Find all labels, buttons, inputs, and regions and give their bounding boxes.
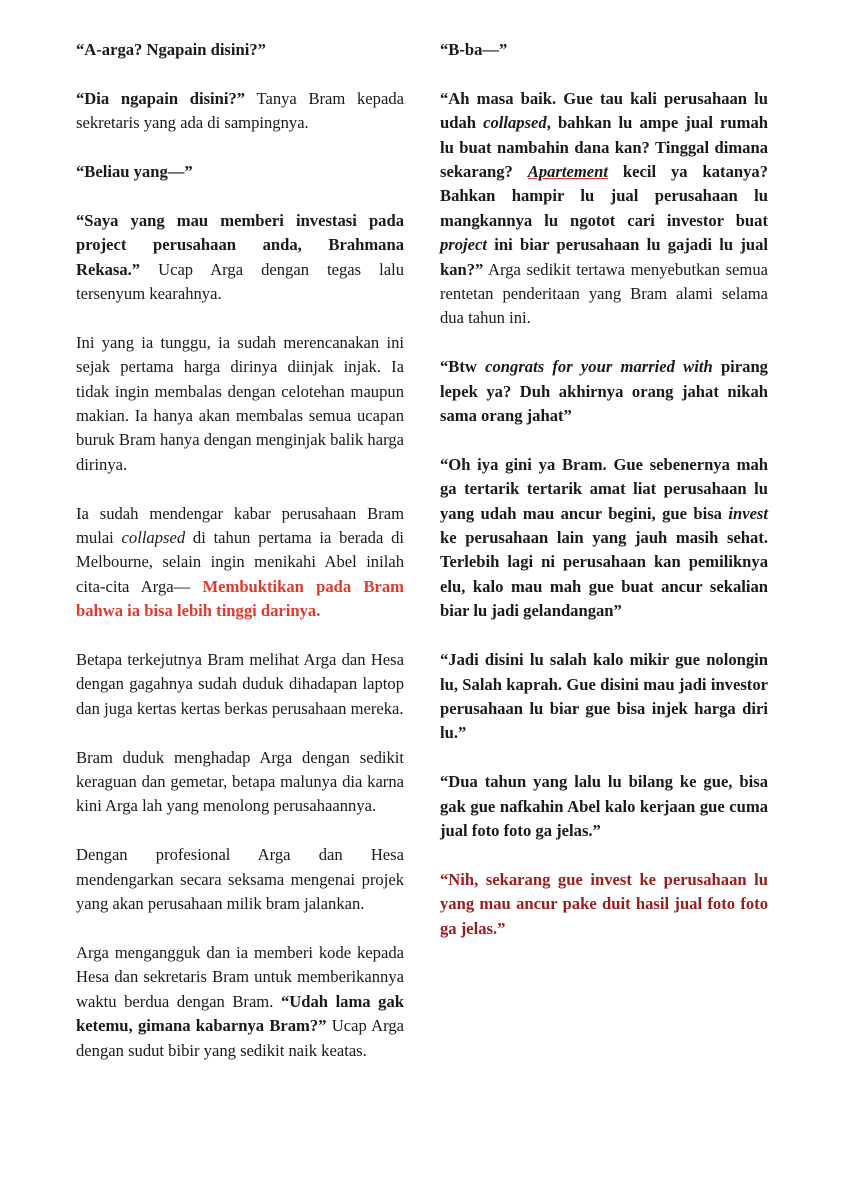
narration-text: Betapa terkejutnya Bram melihat Arga dan Hesa dengan gagahnya sudah duduk dihadapan laptop dan juga kertas kertas berkas perusahaan mereka. [76, 650, 404, 718]
paragraph-4 [76, 209, 404, 307]
narration-text: Ini yang ia tunggu, ia sudah merencanakan ini sejak pertama harga dirinya diinjak injak. Ia tidak ingin membalas dengan celotehan maupun makian. Ia hanya akan membalas semua ucapan buruk Bram hanya dengan menginjak balik harga dirinya. [76, 332, 404, 474]
dialog-text: “Dia ngapain disini?” [76, 88, 246, 108]
dialog-text: kecil ya katanya? Bahkan hampir lu jual perusahaan lu mangkannya lu ngotot cari investor buat [440, 162, 769, 230]
dialog-text: “Udah lama gak ketemu, gimana kabarnya Bram?” [76, 991, 404, 1036]
left-column [76, 38, 404, 1063]
italic-term-underlined: Apartement [527, 162, 608, 182]
paragraph-5 [440, 648, 768, 746]
paragraph-7 [440, 868, 768, 941]
paragraph-2 [76, 87, 404, 136]
highlight-text: Membuktikan pada Bram bahwa ia bisa lebih tinggi darinya. [76, 576, 404, 621]
paragraph-5 [76, 331, 404, 477]
dialog-text: , bahkan lu ampe jual rumah lu buat nambahin dana kan? Tinggal dimana sekarang? [440, 113, 768, 182]
paragraph-9 [76, 843, 404, 916]
narration-text: Tanya Bram kepada sekretaris yang ada di sampingnya. [76, 88, 404, 133]
narration-text: di tahun pertama ia berada di Melbourne, selain ingin menikahi Abel inilah cita-cita Arga— [76, 528, 404, 596]
paragraph-7 [76, 648, 404, 721]
italic-term: collapsed [121, 528, 186, 548]
right-column [440, 38, 768, 941]
paragraph-1 [440, 38, 768, 62]
dialog-text: “Jadi disini lu salah kalo mikir gue nolongin lu, Salah kaprah. Gue disini mau jadi investor perusahaan lu biar gue bisa injek harga diri lu.” [440, 650, 768, 743]
italic-term: invest [728, 503, 768, 523]
narration-text: Dengan profesional Arga dan Hesa mendengarkan secara seksama mengenai projek yang akan perusahaan milik bram jalankan. [76, 845, 404, 914]
italic-term: project [440, 235, 488, 255]
dialog-text: pirang lepek ya? Duh akhirnya orang jahat nikah sama orang jahat” [440, 357, 768, 426]
dialog-text: ke perusahaan lain yang jauh masih sehat. Terlebih lagi ni perusahaan kan pemiliknya elu, kalo mau mah gue buat ancur sekalian biar lu jadi gelandangan” [440, 528, 768, 621]
dialog-text: “Saya yang mau memberi investasi pada project perusahaan anda, Brahmana Rekasa.” [76, 210, 404, 279]
dialog-text: “A-arga? Ngapain disini?” [76, 40, 266, 59]
paragraph-10 [76, 941, 404, 1063]
paragraph-2 [440, 87, 768, 331]
narration-text: Ia sudah mendengar kabar perusahaan Bram mulai [76, 503, 404, 548]
paragraph-3 [76, 160, 404, 184]
dialog-text: “Dua tahun yang lalu lu bilang ke gue, bisa gak gue nafkahin Abel kalo kerjaan gue cuma jual foto foto ga jelas.” [440, 772, 768, 840]
paragraph-8 [76, 746, 404, 819]
dialog-text: “Oh iya gini ya Bram. Gue sebenernya mah ga tertarik tertarik amat liat perusahaan lu yang udah mau ancur begini, gue bisa [440, 454, 768, 523]
narration-text: Bram duduk menghadap Arga dengan sedikit keraguan dan gemetar, betapa malunya dia karna kini Arga lah yang menolong perusahaannya. [76, 747, 404, 816]
paragraph-6 [440, 770, 768, 843]
dialog-text: ini biar perusahaan lu gajadi lu jual kan?” [440, 235, 768, 279]
narration-text: Arga mengangguk dan ia memberi kode kepada Hesa dan sekretaris Bram untuk memberikannya waktu berdua dengan Bram. [76, 942, 404, 1011]
dialog-text: “B-ba—” [440, 40, 508, 59]
paragraph-4 [440, 453, 768, 624]
narration-text: Ucap Arga dengan sudut bibir yang sedikit naik keatas. [76, 1016, 404, 1060]
dialog-text: “Beliau yang—” [76, 162, 193, 181]
dialog-text: “Ah masa baik. Gue tau kali perusahaan lu udah [440, 88, 768, 133]
italic-term: collapsed [483, 113, 547, 133]
paragraph-6 [76, 502, 404, 624]
highlight-dialog: “Nih, sekarang gue invest ke perusahaan lu yang mau ancur pake duit hasil jual foto foto ga jelas.” [440, 869, 768, 938]
narration-text: Ucap Arga dengan tegas lalu tersenyum kearahnya. [76, 259, 404, 304]
paragraph-1 [76, 38, 404, 62]
italic-term: congrats for your married with [485, 357, 713, 377]
paragraph-3 [440, 355, 768, 428]
narration-text: Arga sedikit tertawa menyebutkan semua rentetan penderitaan yang Bram alami selama dua tahun ini. [440, 259, 768, 328]
dialog-text: “Btw [440, 357, 486, 377]
